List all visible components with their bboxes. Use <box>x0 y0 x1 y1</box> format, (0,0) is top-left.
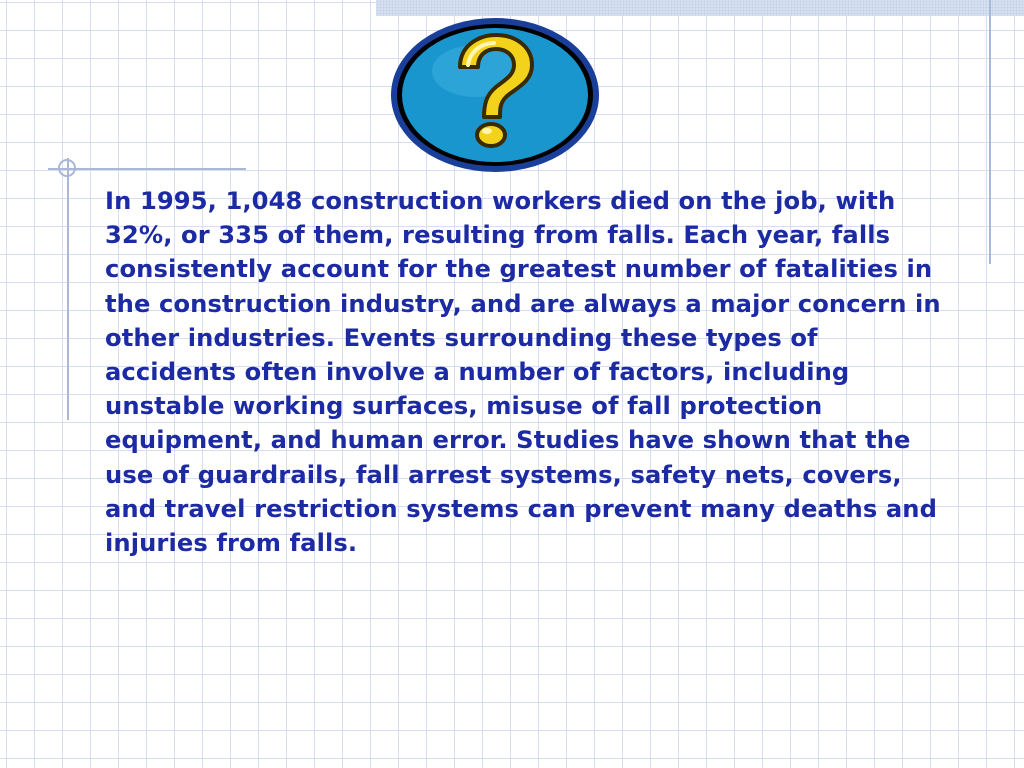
decorative-vertical-line-left <box>67 158 69 420</box>
header-band <box>376 0 1024 16</box>
decorative-circle <box>58 159 76 177</box>
question-mark-icon <box>390 17 600 173</box>
decorative-vertical-line-right <box>989 0 991 264</box>
decorative-horizontal-line <box>48 168 246 170</box>
slide-body-text: In 1995, 1,048 construction workers died on the job, with 32%, or 335 of them, resulting from falls. Each year, falls consistently account for the greatest number of fatalities in the construction industry, and are always a major concern in other industries. Events surrounding these types of accidents often involve a number of factors, including unstable working surfaces, misuse of fall protection equipment, and human error. Studies have shown that the use of guardrails, fall arrest systems, safety nets, covers, and travel restriction systems can prevent many deaths and injuries from falls. <box>105 187 941 558</box>
